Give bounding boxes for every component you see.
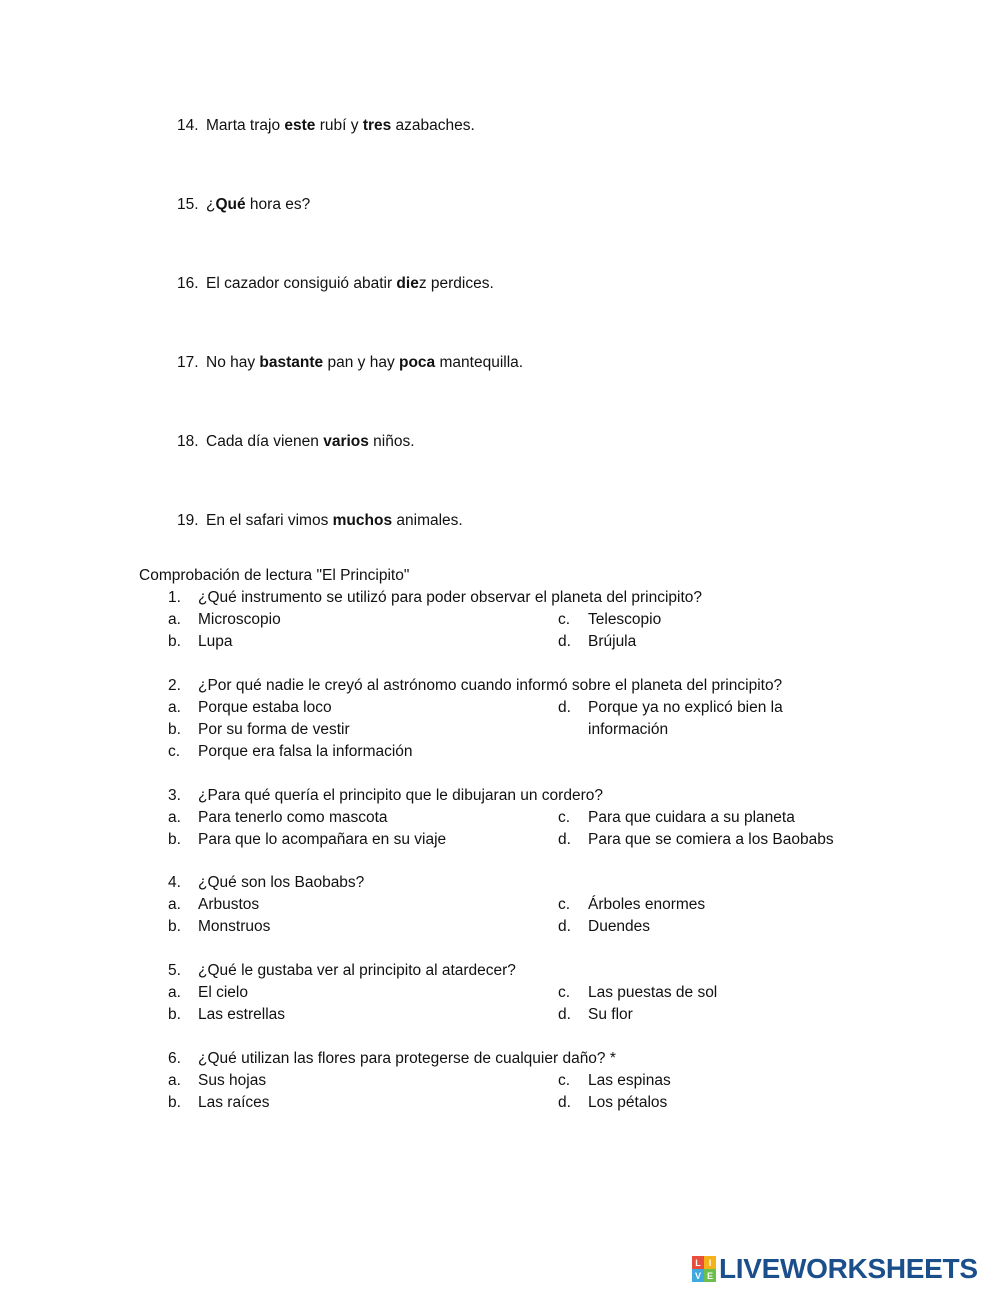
sentence-text: Cada día vienen	[206, 433, 324, 450]
option-1b[interactable]	[168, 633, 232, 651]
option-1c[interactable]	[558, 611, 661, 629]
option-4a[interactable]	[168, 896, 259, 914]
option-5d[interactable]	[558, 1006, 633, 1024]
option-4d[interactable]	[558, 918, 650, 936]
logo-badge-letter: E	[704, 1269, 716, 1282]
option-text: Brújula	[588, 633, 637, 650]
option-letter: d.	[558, 1006, 571, 1023]
sentence-19	[177, 512, 463, 530]
option-text: Árboles enormes	[588, 896, 706, 913]
option-2b[interactable]	[168, 721, 350, 739]
option-text: Para que lo acompañara en su viaje	[198, 831, 447, 848]
bold-word: muchos	[332, 512, 393, 529]
bold-word: este	[284, 117, 316, 134]
option-letter: b.	[168, 831, 181, 848]
question-text: ¿Qué utilizan las flores para protegerse de cualquier daño? *	[198, 1050, 616, 1067]
option-letter: a.	[168, 611, 181, 628]
option-letter: a.	[168, 984, 181, 1001]
option-text: El cielo	[198, 984, 248, 1001]
option-text: Arbustos	[198, 896, 260, 913]
option-letter: b.	[168, 633, 181, 650]
question-6	[168, 1050, 616, 1068]
question-number: 4.	[168, 874, 181, 891]
logo-text: LIVEWORKSHEETS	[719, 1253, 978, 1284]
bold-word: poca	[399, 354, 436, 371]
sentence-18	[177, 433, 415, 451]
sentence-number: 17.	[177, 354, 199, 371]
option-1d[interactable]	[558, 633, 636, 651]
option-3d[interactable]	[558, 831, 834, 849]
option-text: Las puestas de sol	[588, 984, 718, 1001]
option-5b[interactable]	[168, 1006, 285, 1024]
option-1a[interactable]	[168, 611, 281, 629]
quiz-title: Comprobación de lectura "El Principito"	[139, 567, 410, 584]
option-text: Porque estaba loco	[198, 699, 332, 716]
option-letter: d.	[558, 1094, 571, 1111]
sentence-15	[177, 196, 310, 214]
sentence-text: niños.	[368, 433, 415, 450]
sentence-text: hora es?	[245, 196, 311, 213]
option-text: Porque era falsa la información	[198, 743, 413, 760]
option-letter: c.	[168, 743, 181, 760]
option-6b[interactable]	[168, 1094, 270, 1112]
option-text: Las raíces	[198, 1094, 270, 1111]
option-text: Para que cuidara a su planeta	[588, 809, 795, 826]
option-letter: c.	[558, 809, 571, 826]
option-letter: d.	[558, 699, 571, 716]
sentence-16	[177, 275, 494, 293]
option-5c[interactable]	[558, 984, 717, 1002]
option-letter: d.	[558, 633, 571, 650]
bold-word: tres	[362, 117, 392, 134]
liveworksheets-logo	[692, 1254, 978, 1284]
option-6a[interactable]	[168, 1072, 266, 1090]
option-text: Las estrellas	[198, 1006, 286, 1023]
sentence-17	[177, 354, 523, 372]
option-letter: b.	[168, 721, 181, 738]
option-text: Monstruos	[198, 918, 271, 935]
option-letter: b.	[168, 918, 181, 935]
bold-word: varios	[323, 433, 369, 450]
option-2c[interactable]	[168, 743, 413, 761]
question-number: 1.	[168, 589, 181, 606]
option-6c[interactable]	[558, 1072, 671, 1090]
option-text: Porque ya no explicó bien la	[588, 699, 783, 716]
sentence-number: 18.	[177, 433, 199, 450]
question-4	[168, 874, 364, 892]
sentence-text: mantequilla.	[435, 354, 524, 371]
question-number: 6.	[168, 1050, 181, 1067]
option-letter: a.	[168, 809, 181, 826]
option-3c[interactable]	[558, 809, 795, 827]
sentence-text: rubí y	[315, 117, 363, 134]
logo-badge-icon	[692, 1256, 716, 1282]
question-number: 2.	[168, 677, 181, 694]
option-letter: c.	[558, 1072, 571, 1089]
logo-badge-letter: L	[692, 1256, 704, 1269]
question-text: ¿Qué instrumento se utilizó para poder observar el planeta del principito?	[198, 589, 703, 606]
option-letter: d.	[558, 918, 571, 935]
sentence-text: El cazador consiguió abatir	[206, 275, 397, 292]
option-letter: b.	[168, 1094, 181, 1111]
option-text: Duendes	[588, 918, 651, 935]
question-3	[168, 787, 603, 805]
option-2d-continuation: información	[588, 721, 669, 738]
question-text: ¿Qué son los Baobabs?	[198, 874, 365, 891]
sentence-text: No hay	[206, 354, 260, 371]
logo-badge-letter: V	[692, 1269, 704, 1282]
option-text: Su flor	[588, 1006, 633, 1023]
sentence-text: ¿	[206, 196, 216, 213]
option-text: Para tenerlo como mascota	[198, 809, 388, 826]
question-text: ¿Para qué quería el principito que le dibujaran un cordero?	[198, 787, 603, 804]
option-letter: c.	[558, 611, 571, 628]
sentence-text: azabaches.	[391, 117, 475, 134]
option-3b[interactable]	[168, 831, 446, 849]
question-1	[168, 589, 702, 607]
option-letter: d.	[558, 831, 571, 848]
sentence-text: z perdices.	[418, 275, 494, 292]
option-text: Telescopio	[588, 611, 662, 628]
option-text: Por su forma de vestir	[198, 721, 350, 738]
option-6d[interactable]	[558, 1094, 667, 1112]
option-letter: b.	[168, 1006, 181, 1023]
sentence-number: 14.	[177, 117, 199, 134]
sentence-14	[177, 117, 475, 135]
sentence-text: Marta trajo	[206, 117, 285, 134]
option-text: Microscopio	[198, 611, 281, 628]
option-letter: c.	[558, 896, 571, 913]
option-text: Los pétalos	[588, 1094, 668, 1111]
sentence-number: 15.	[177, 196, 199, 213]
option-3a[interactable]	[168, 809, 388, 827]
question-number: 5.	[168, 962, 181, 979]
option-letter: a.	[168, 1072, 181, 1089]
option-text: Para que se comiera a los Baobabs	[588, 831, 834, 848]
sentence-number: 16.	[177, 275, 199, 292]
question-number: 3.	[168, 787, 181, 804]
option-2d[interactable]	[558, 699, 783, 717]
option-text: Sus hojas	[198, 1072, 267, 1089]
sentence-number: 19.	[177, 512, 199, 529]
sentence-text: En el safari vimos	[206, 512, 333, 529]
question-text: ¿Qué le gustaba ver al principito al atardecer?	[198, 962, 516, 979]
bold-word: bastante	[259, 354, 324, 371]
option-text: Lupa	[198, 633, 233, 650]
option-4b[interactable]	[168, 918, 270, 936]
option-5a[interactable]	[168, 984, 248, 1002]
bold-word: die	[396, 275, 419, 292]
question-2	[168, 677, 782, 695]
logo-badge-letter: I	[704, 1256, 716, 1269]
question-text: ¿Por qué nadie le creyó al astrónomo cuando informó sobre el planeta del principito?	[198, 677, 783, 694]
option-letter: c.	[558, 984, 571, 1001]
sentence-text: animales.	[392, 512, 463, 529]
option-2a[interactable]	[168, 699, 332, 717]
option-letter: a.	[168, 699, 181, 716]
sentence-text: pan y hay	[323, 354, 399, 371]
option-4c[interactable]	[558, 896, 705, 914]
option-text: Las espinas	[588, 1072, 671, 1089]
question-5	[168, 962, 516, 980]
option-letter: a.	[168, 896, 181, 913]
bold-word: Qué	[215, 196, 246, 213]
